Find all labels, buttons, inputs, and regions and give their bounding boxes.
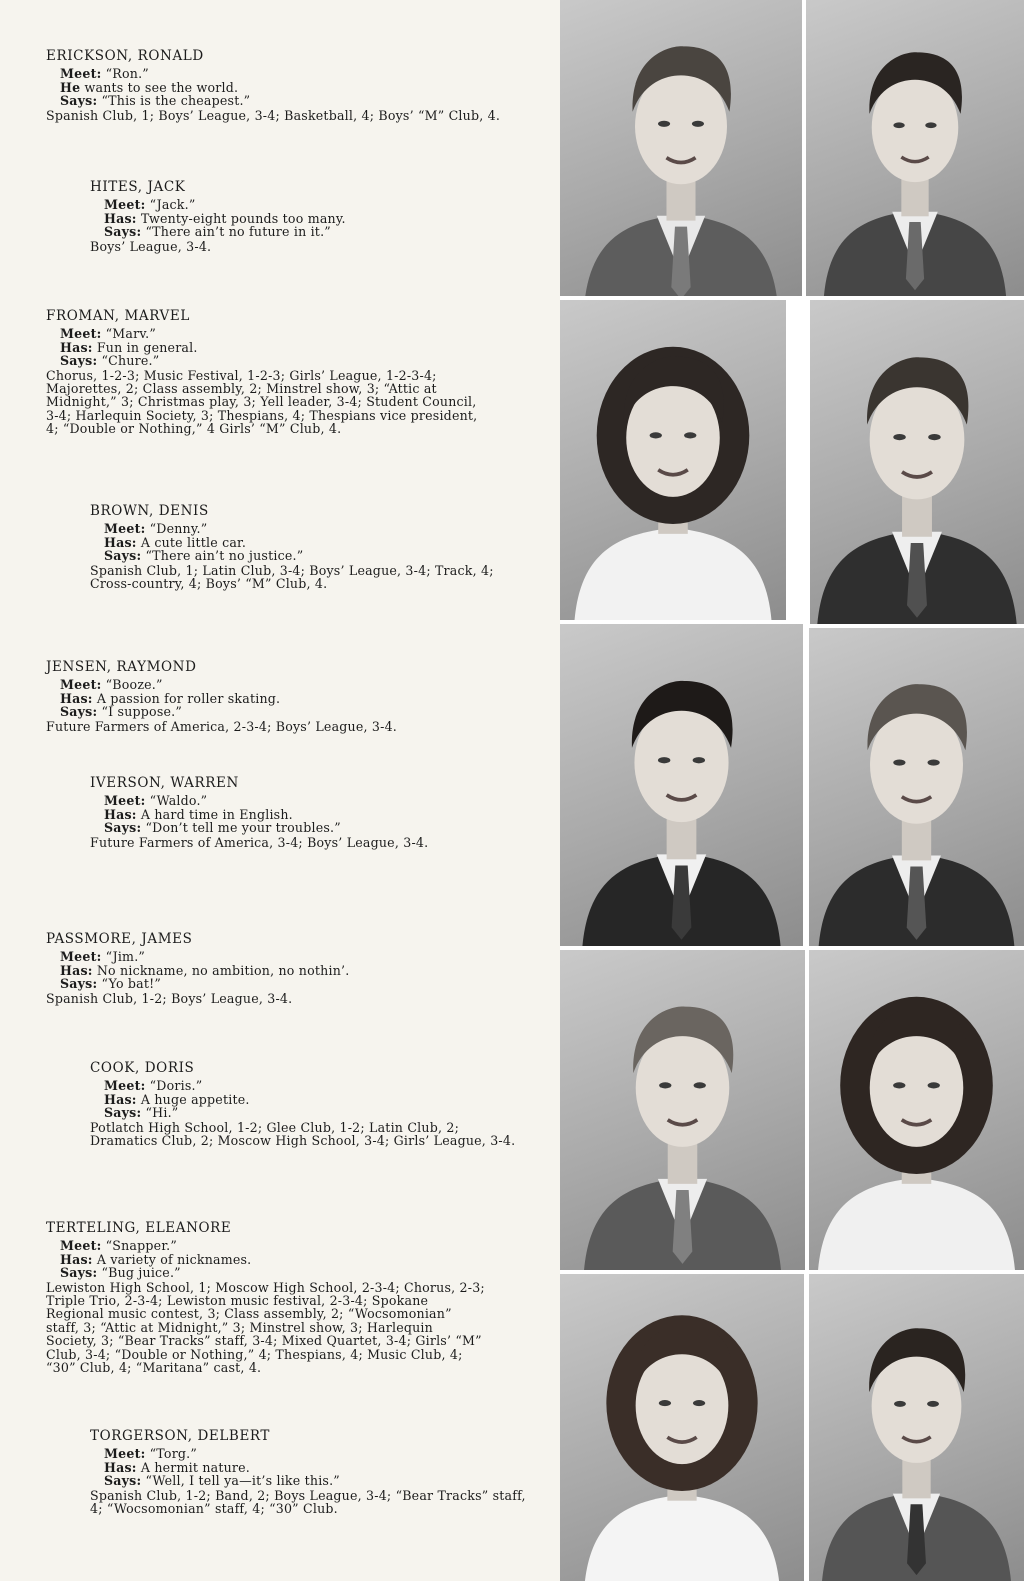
student-name: BROWN, DENIS bbox=[90, 503, 209, 519]
says-line bbox=[90, 1106, 530, 1119]
student-name: JENSEN, RAYMOND bbox=[46, 659, 197, 675]
says-value: “Well, I tell ya—it’s like this.” bbox=[145, 1473, 340, 1489]
says-value: “Hi.” bbox=[145, 1105, 179, 1121]
student-name: COOK, DORIS bbox=[90, 1060, 195, 1076]
has-label: Has: bbox=[60, 962, 93, 978]
has-label: He bbox=[60, 79, 81, 95]
student-name: ERICKSON, RONALD bbox=[46, 48, 204, 64]
has-label: Has: bbox=[104, 534, 137, 550]
student-name: TERTELING, ELEANORE bbox=[46, 1220, 232, 1236]
has-value: wants to see the world. bbox=[84, 79, 239, 95]
has-value: A hard time in English. bbox=[140, 806, 293, 822]
meet-line bbox=[90, 794, 520, 807]
has-label: Has: bbox=[104, 1091, 137, 1107]
student-name: IVERSON, WARREN bbox=[90, 775, 239, 791]
says-label: Says: bbox=[104, 548, 142, 564]
has-label: Has: bbox=[60, 339, 93, 355]
student-name: HITES, JACK bbox=[90, 179, 186, 195]
says-label: Says: bbox=[104, 1105, 142, 1121]
has-line bbox=[90, 212, 510, 225]
meet-line bbox=[90, 198, 510, 211]
has-line bbox=[46, 964, 516, 977]
meet-label: Meet: bbox=[60, 677, 102, 693]
student-entry bbox=[90, 181, 510, 253]
activities: Spanish Club, 1-2; Boys’ League, 3-4. bbox=[46, 990, 293, 1006]
has-label: Has: bbox=[104, 1459, 137, 1475]
meet-label: Meet: bbox=[104, 1446, 146, 1462]
student-portrait bbox=[560, 950, 805, 1270]
says-line bbox=[46, 1266, 486, 1279]
has-value: Twenty-eight pounds too many. bbox=[140, 210, 346, 226]
meet-value: “Snapper.” bbox=[105, 1238, 177, 1254]
student-portrait bbox=[809, 628, 1024, 946]
has-value: A huge appetite. bbox=[140, 1091, 250, 1107]
student-entry bbox=[46, 50, 516, 122]
has-value: A passion for roller skating. bbox=[96, 690, 281, 706]
portrait-silhouette bbox=[560, 950, 805, 1270]
has-label: Has: bbox=[104, 210, 137, 226]
meet-line bbox=[46, 678, 516, 691]
has-label: Has: bbox=[60, 690, 93, 706]
meet-value: “Torg.” bbox=[149, 1446, 198, 1462]
meet-label: Meet: bbox=[60, 1238, 102, 1254]
activities: Boys’ League, 3-4. bbox=[90, 238, 212, 254]
meet-value: “Doris.” bbox=[149, 1078, 203, 1094]
says-line bbox=[46, 354, 486, 367]
says-line bbox=[90, 549, 530, 562]
portrait-silhouette bbox=[809, 950, 1024, 1270]
student-name: FROMAN, MARVEL bbox=[46, 308, 190, 324]
has-label: Has: bbox=[104, 806, 137, 822]
activities: Spanish Club, 1; Boys’ League, 3-4; Basketball, 4; Boys’ “M” Club, 4. bbox=[46, 107, 501, 123]
portrait-silhouette bbox=[806, 0, 1024, 296]
student-name: PASSMORE, JAMES bbox=[46, 931, 193, 947]
says-label: Says: bbox=[104, 820, 142, 836]
student-entry bbox=[90, 505, 530, 590]
meet-label: Meet: bbox=[60, 326, 102, 342]
student-name: TORGERSON, DELBERT bbox=[90, 1428, 271, 1444]
meet-value: “Jack.” bbox=[149, 197, 196, 213]
portrait-silhouette bbox=[560, 624, 803, 946]
has-label: Has: bbox=[60, 1251, 93, 1267]
student-portrait bbox=[560, 1274, 804, 1581]
says-value: “Yo bat!” bbox=[101, 976, 162, 992]
portrait-silhouette bbox=[810, 300, 1024, 624]
says-line bbox=[46, 94, 516, 107]
meet-value: “Denny.” bbox=[149, 521, 208, 537]
student-entry bbox=[46, 1222, 486, 1374]
says-value: “There ain’t no justice.” bbox=[145, 548, 304, 564]
meet-line bbox=[46, 327, 486, 340]
student-entry bbox=[46, 661, 516, 733]
meet-label: Meet: bbox=[104, 1078, 146, 1094]
says-label: Says: bbox=[104, 1473, 142, 1489]
has-line bbox=[90, 536, 530, 549]
student-portrait bbox=[560, 624, 803, 946]
student-portrait bbox=[806, 0, 1024, 296]
student-entry bbox=[46, 310, 486, 436]
says-value: “This is the cheapest.” bbox=[101, 93, 251, 109]
says-label: Says: bbox=[60, 704, 98, 720]
student-entry bbox=[90, 1062, 530, 1147]
meet-label: Meet: bbox=[60, 66, 102, 82]
has-value: A hermit nature. bbox=[140, 1459, 251, 1475]
meet-value: “Jim.” bbox=[105, 949, 146, 965]
says-line bbox=[46, 705, 516, 718]
photo-column bbox=[560, 0, 1024, 1581]
meet-line bbox=[46, 67, 516, 80]
says-label: Says: bbox=[60, 976, 98, 992]
activities: Spanish Club, 1; Latin Club, 3-4; Boys’ League, 3-4; Track, 4; Cross-country, 4; Boys’ “M” Club, 4. bbox=[90, 562, 494, 592]
activities: Future Farmers of America, 2-3-4; Boys’ League, 3-4. bbox=[46, 718, 397, 734]
meet-line bbox=[46, 1239, 486, 1252]
has-line bbox=[90, 1093, 530, 1106]
activities: Spanish Club, 1-2; Band, 2; Boys League, 3-4; “Bear Tracks” staff, 4; “Wocsomonian” staff, 4; “30” Club. bbox=[90, 1487, 526, 1517]
meet-line bbox=[46, 950, 516, 963]
has-line bbox=[90, 1461, 530, 1474]
student-portrait bbox=[810, 300, 1024, 624]
has-line bbox=[46, 341, 486, 354]
says-value: “Don’t tell me your troubles.” bbox=[145, 820, 341, 836]
has-value: No nickname, no ambition, no nothin’. bbox=[96, 962, 350, 978]
student-portrait bbox=[560, 0, 802, 296]
has-value: Fun in general. bbox=[96, 339, 198, 355]
says-value: “I suppose.” bbox=[101, 704, 182, 720]
student-entry bbox=[46, 933, 516, 1005]
activities: Lewiston High School, 1; Moscow High School, 2-3-4; Chorus, 2-3; Triple Trio, 2-3-4; Lewiston music festival, 2-3-4; Spokane Regional music contest, 3; Class assembly, 2; “Wocsomonian” staff, 3; “Attic at Midnight,” 3; Minstrel show, 3; Harlequin Society, 3; “Bear Tracks” staff, 3-4; Mixed Quartet, 3-4; Girls’ “M” Club, 3-4; “Double or Nothing,” 4; Thespians, 4; Music Club, 4; “30” Club, 4; “Maritana” cast, 4. bbox=[46, 1279, 485, 1376]
says-label: Says: bbox=[60, 93, 98, 109]
says-label: Says: bbox=[60, 353, 98, 369]
portrait-silhouette bbox=[809, 1274, 1024, 1581]
meet-value: “Marv.” bbox=[105, 326, 156, 342]
has-line bbox=[46, 692, 516, 705]
activities: Potlatch High School, 1-2; Glee Club, 1-2; Latin Club, 2; Dramatics Club, 2; Moscow High School, 3-4; Girls’ League, 3-4. bbox=[90, 1119, 516, 1149]
has-line bbox=[90, 808, 520, 821]
has-value: A variety of nicknames. bbox=[96, 1251, 252, 1267]
meet-value: “Booze.” bbox=[105, 677, 163, 693]
says-value: “Bug juice.” bbox=[101, 1265, 181, 1281]
meet-value: “Ron.” bbox=[105, 66, 149, 82]
meet-label: Meet: bbox=[60, 949, 102, 965]
student-portrait bbox=[809, 950, 1024, 1270]
meet-label: Meet: bbox=[104, 521, 146, 537]
says-line bbox=[90, 821, 520, 834]
student-entry bbox=[90, 777, 520, 849]
has-value: A cute little car. bbox=[140, 534, 247, 550]
has-line bbox=[46, 81, 516, 94]
meet-line bbox=[90, 522, 530, 535]
says-label: Says: bbox=[104, 224, 142, 240]
activities: Chorus, 1-2-3; Music Festival, 1-2-3; Girls’ League, 1-2-3-4; Majorettes, 2; Class assembly, 2; Minstrel show, 3; “Attic at Midnight,” 3; Christmas play, 3; Yell leader, 3-4; Student Council, 3-4; Harlequin Society, 3; Thespians, 4; Thespians vice president, 4; “Double or Nothing,” 4 Girls’ “M” Club, 4. bbox=[46, 367, 478, 437]
says-line bbox=[90, 225, 510, 238]
student-portrait bbox=[809, 1274, 1024, 1581]
says-line bbox=[90, 1474, 530, 1487]
student-portrait bbox=[560, 300, 786, 620]
says-label: Says: bbox=[60, 1265, 98, 1281]
says-value: “There ain’t no future in it.” bbox=[145, 224, 331, 240]
student-entry bbox=[90, 1430, 530, 1515]
activities: Future Farmers of America, 3-4; Boys’ League, 3-4. bbox=[90, 834, 429, 850]
portrait-silhouette bbox=[560, 300, 786, 620]
meet-value: “Waldo.” bbox=[149, 793, 208, 809]
portrait-silhouette bbox=[560, 1274, 804, 1581]
portrait-silhouette bbox=[560, 0, 802, 296]
has-line bbox=[46, 1253, 486, 1266]
meet-line bbox=[90, 1447, 530, 1460]
meet-label: Meet: bbox=[104, 793, 146, 809]
meet-line bbox=[90, 1079, 530, 1092]
says-line bbox=[46, 977, 516, 990]
portrait-silhouette bbox=[809, 628, 1024, 946]
meet-label: Meet: bbox=[104, 197, 146, 213]
says-value: “Chure.” bbox=[101, 353, 160, 369]
